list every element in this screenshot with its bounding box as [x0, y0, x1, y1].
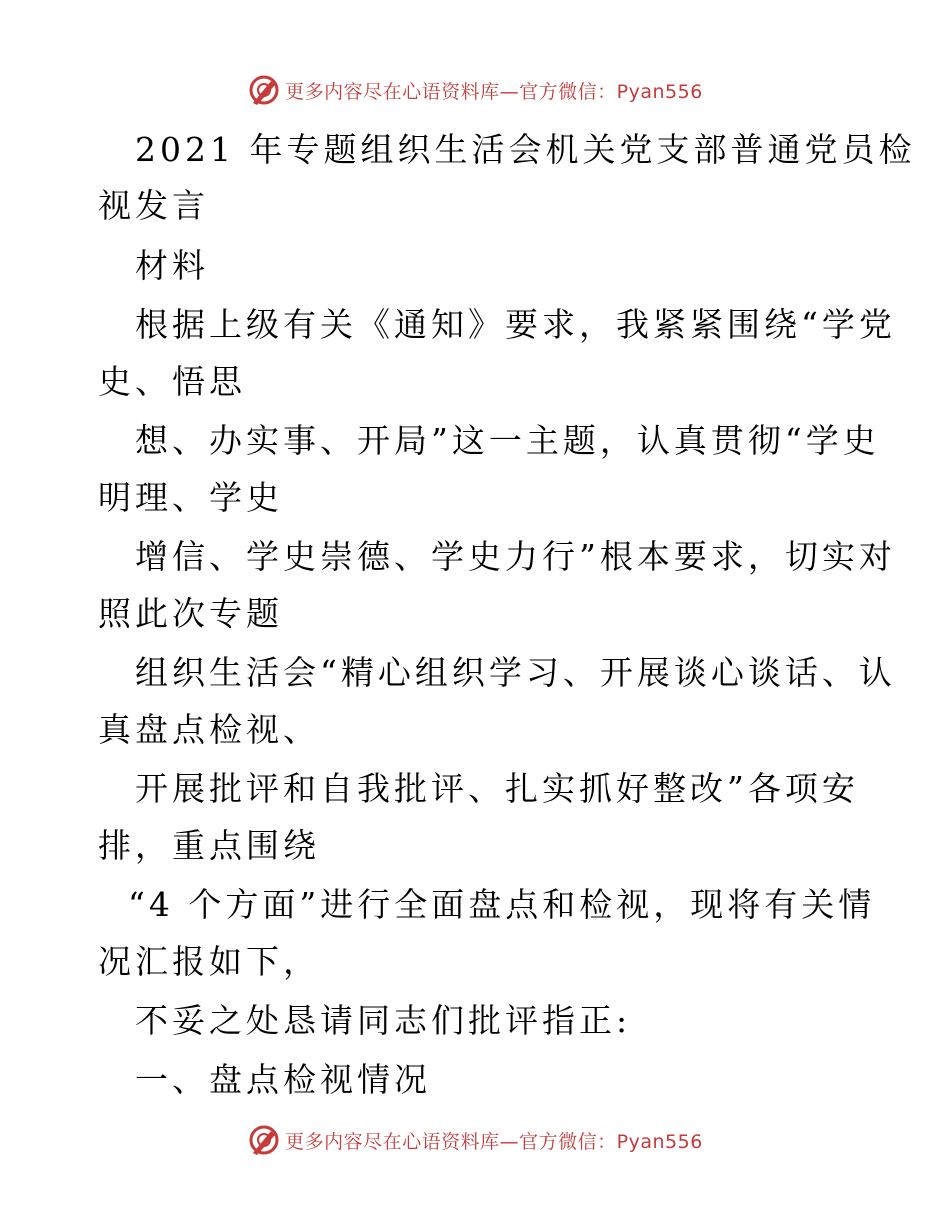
section-heading: 一、盘点检视情况: [135, 1060, 431, 1099]
paragraph-line: 真盘点检视、: [98, 710, 320, 749]
title-line-3: 材料: [135, 246, 209, 285]
header-watermark-text: 更多内容尽在心语资料库—官方微信：Pyan556: [285, 80, 703, 103]
header-watermark: [0, 70, 950, 110]
paragraph-line: 组织生活会“精心组织学习、开展谈心谈话、认: [135, 653, 896, 692]
footer-watermark: [0, 1120, 950, 1160]
footer-watermark-text: 更多内容尽在心语资料库—官方微信：Pyan556: [285, 1130, 703, 1153]
paragraph-line: 照此次专题: [98, 594, 283, 633]
paragraph-line: 根据上级有关《通知》要求，我紧紧围绕“学党: [135, 305, 896, 344]
paragraph-line: 明理、学史: [98, 478, 283, 517]
paragraph-line: 排，重点围绕: [98, 826, 320, 865]
pen-logo-icon: [247, 1123, 281, 1157]
paragraph-line: 况汇报如下，: [98, 942, 320, 981]
paragraph-line: 增信、学史崇德、学史力行”根本要求，切实对: [135, 537, 896, 576]
paragraph-line: 开展批评和自我批评、扎实抓好整改”各项安: [135, 769, 859, 808]
paragraph-line: “4 个方面”进行全面盘点和检视，现将有关情: [128, 885, 876, 924]
title-line-1: 2021 年专题组织生活会机关党支部普通党员检: [135, 130, 916, 169]
paragraph-line: 想、办实事、开局”这一主题，认真贯彻“学史: [135, 421, 880, 460]
pen-logo-icon: [247, 73, 281, 107]
paragraph-line: 不妥之处恳请同志们批评指正:: [135, 1001, 632, 1040]
title-line-2: 视发言: [98, 186, 209, 225]
paragraph-line: 史、悟思: [98, 362, 246, 401]
